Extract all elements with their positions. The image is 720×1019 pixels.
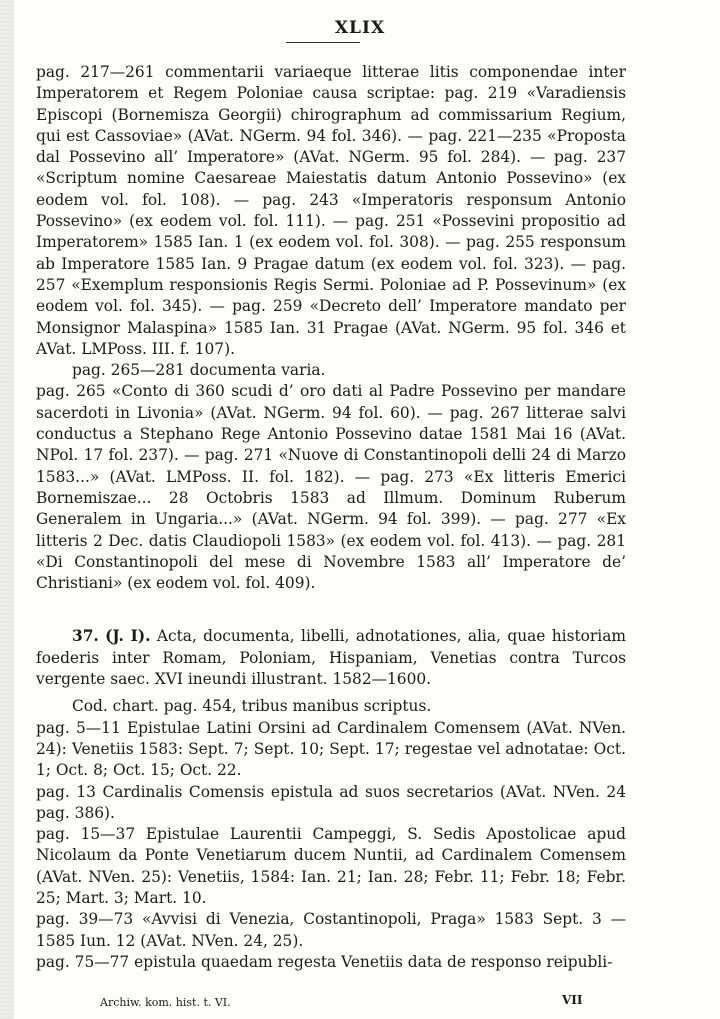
paragraph-pag-15: pag. 15—37 Epistulae Laurentii Campeggi, S. Sedis Apostolicae apud Nicolaum da Ponte Venetiarum ducem Nuntii, ad Cardinalem Comensem (AVat. NVen. 25): Venetiis, 1584: Ian. 21; Ian. 28; Febr. 11; Febr. 18; Febr. 25; Mart. 3; Mart. 10. bbox=[36, 825, 626, 907]
codex-description: Cod. chart. pag. 454, tribus manibus scriptus. bbox=[72, 697, 432, 716]
header-rule bbox=[286, 42, 360, 43]
paragraph-pag-265-heading: pag. 265—281 documenta varia. bbox=[72, 361, 326, 380]
paragraph-pag-75: pag. 75—77 epistula quaedam regesta Venetiis data de responso reipubli- bbox=[36, 952, 613, 971]
section-siglum: (J. I). bbox=[105, 627, 151, 646]
section-gap bbox=[36, 594, 626, 626]
main-text bbox=[36, 62, 626, 973]
signature-mark: VII bbox=[562, 993, 583, 1007]
section-title: Acta, documenta, libelli, adnotationes, alia, quae historiam foederis inter Romam, Poloniam, Hispaniam, Venetias contra Turcos vergente saec. XVI ineundi illustrant. 1582—1600. bbox=[36, 627, 626, 689]
paragraph-pag-5: pag. 5—11 Epistulae Latini Orsini ad Cardinalem Comensem (AVat. NVen. 24): Venetiis 1583: Sept. 7; Sept. 10; Sept. 17; regestae vel adnotatae: Oct. 1; Oct. 8; Oct. 15; Oct. 22. bbox=[36, 718, 626, 780]
paragraph-pag-39: pag. 39—73 «Avvisi di Venezia, Costantinopoli, Praga» 1583 Sept. 3 — 1585 Iun. 12 (AVat. NVen. 24, 25). bbox=[36, 910, 626, 950]
paragraph-pag-265: pag. 265 «Conto di 360 scudi d’ oro dati al Padre Possevino per mandare sacerdoti in Livonia» (AVat. NGerm. 94 fol. 60). — pag. 267 litterae salvi conductus a Stephano Rege Antonio Possevino datae 1581 Mai 16 (AVat. NPol. 17 fol. 237). — pag. 271 «Nuove di Constantinopoli delli 24 di Marzo 1583...» (AVat. LMPoss. II. fol. 182). — pag. 273 «Ex litteris Emerici Bornemiszae... 28 Octobris 1583 ad Illmum. Dominum Ruberum Generalem in Ungaria...» (AVat. NGerm. 94 fol. 399). — pag. 277 «Ex litteris 2 Dec. datis Claudiopoli 1583» (ex eodem vol. fol. 413). — pag. 281 «Di Constantinopoli del mese di Novembre 1583 all’ Imperatore de’ Christiani» (ex eodem vol. fol. 409). bbox=[36, 382, 626, 593]
section-number: 37. bbox=[72, 627, 99, 646]
page-number: XLIX bbox=[334, 18, 386, 38]
footer-note: Archiw. kom. hist. t. VI. bbox=[100, 996, 231, 1009]
paragraph-pag-13: pag. 13 Cardinalis Comensis epistula ad suos secretarios (AVat. NVen. 24 pag. 386). bbox=[36, 782, 626, 822]
section-37 bbox=[36, 626, 626, 690]
paragraph-pag-217: pag. 217—261 commentarii variaeque litterae litis componendae inter Imperatorem et Regem Poloniae causa scriptae: pag. 219 «Varadiensis Episcopi (Bornemisza Georgii) chirographum ad commissarium Regium, qui est Cassoviae» (AVat. NGerm. 94 fol. 346). — pag. 221—235 «Proposta dal Possevino all’ Imperatore» (AVat. NGerm. 95 fol. 284). — pag. 237 «Scriptum nomine Caesareae Maiestatis datum Antonio Possevino» (ex eodem vol. fol. 108). — pag. 243 «Imperatoris responsum Antonio Possevino» (ex eodem vol. fol. 111). — pag. 251 «Possevini propositio ad Imperatorem» 1585 Ian. 1 (ex eodem vol. fol. 308). — pag. 255 responsum ab Imperatore 1585 Ian. 9 Pragae datum (ex eodem vol. fol. 323). — pag. 257 «Exemplum responsionis Regis Sermi. Poloniae ad P. Possevinum» (ex eodem vol. fol. 345). — pag. 259 «Decreto dell’ Imperatore mandato per Monsignor Malaspina» 1585 Ian. 31 Pragae (AVat. NGerm. 95 fol. 346 et AVat. LMPoss. III. f. 107). bbox=[36, 63, 626, 358]
scan-edge bbox=[0, 0, 14, 1019]
